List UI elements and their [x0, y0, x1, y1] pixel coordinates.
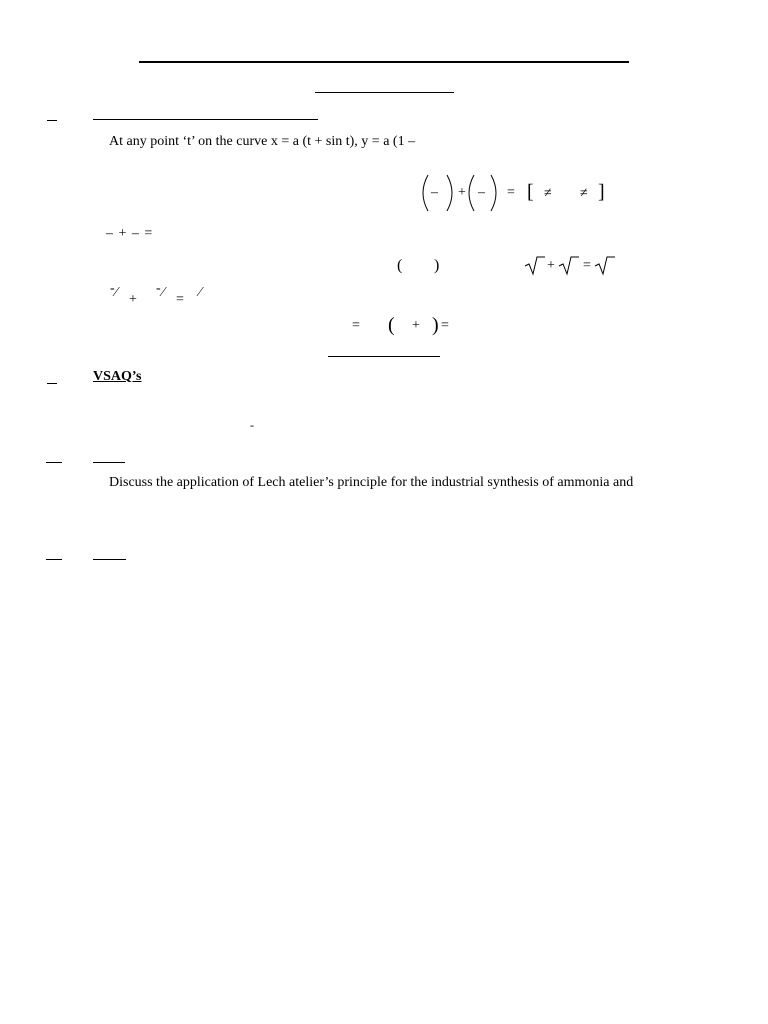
equation-row-2: – + – = [106, 226, 154, 241]
paren-close: ) [434, 257, 440, 274]
question-statement: Discuss the application of Lech atelier’s principle for the industrial synthesis of ammonia and [109, 475, 634, 490]
neg-sign-1: - [110, 281, 115, 296]
vsaq-heading: VSAQ’s [93, 369, 142, 384]
equals-sign-2: = [441, 318, 449, 333]
section1-bullet [47, 120, 57, 121]
sqrt-icon-group [0, 0, 1, 1]
paren-close-row5: ) [432, 314, 439, 336]
vsaq-minus: - [250, 418, 254, 432]
section-divider [328, 356, 440, 357]
dash-1: – [431, 185, 438, 200]
paren-open: ( [397, 257, 403, 274]
equals-sign-row4: = [176, 292, 184, 307]
neg-sign-2: - [156, 281, 161, 296]
question-heading-underline [93, 462, 125, 463]
equals-sign: = [507, 185, 515, 200]
fraction-slash-1: ⁄ [115, 285, 118, 300]
paren-open-row5: ( [388, 314, 395, 336]
title-underline [315, 92, 454, 93]
curve-statement: At any point ‘t’ on the curve x = a (t + sin t), y = a (1 – [109, 134, 416, 149]
dash-2: – [478, 185, 485, 200]
not-equal-1: ≠ [544, 186, 552, 201]
question-bullet [46, 462, 62, 463]
fraction-slash-2: ⁄ [162, 285, 165, 300]
plus-sign-row4: + [129, 292, 137, 307]
equals-sign-1: = [352, 318, 360, 333]
plus-sign-row5: + [412, 318, 420, 333]
plus-sign: + [458, 185, 466, 200]
last-bullet [46, 559, 62, 560]
vsaq-bullet [47, 383, 57, 384]
fraction-slash-3: ⁄ [199, 285, 202, 300]
last-heading-underline [93, 559, 126, 560]
right-bracket: ] [598, 181, 605, 203]
sqrt-equals: = [583, 258, 591, 273]
page-top-rule [139, 61, 629, 63]
left-bracket: [ [527, 181, 534, 203]
not-equal-2: ≠ [580, 186, 588, 201]
sqrt-plus: + [547, 258, 555, 273]
section1-heading-underline [93, 119, 318, 120]
